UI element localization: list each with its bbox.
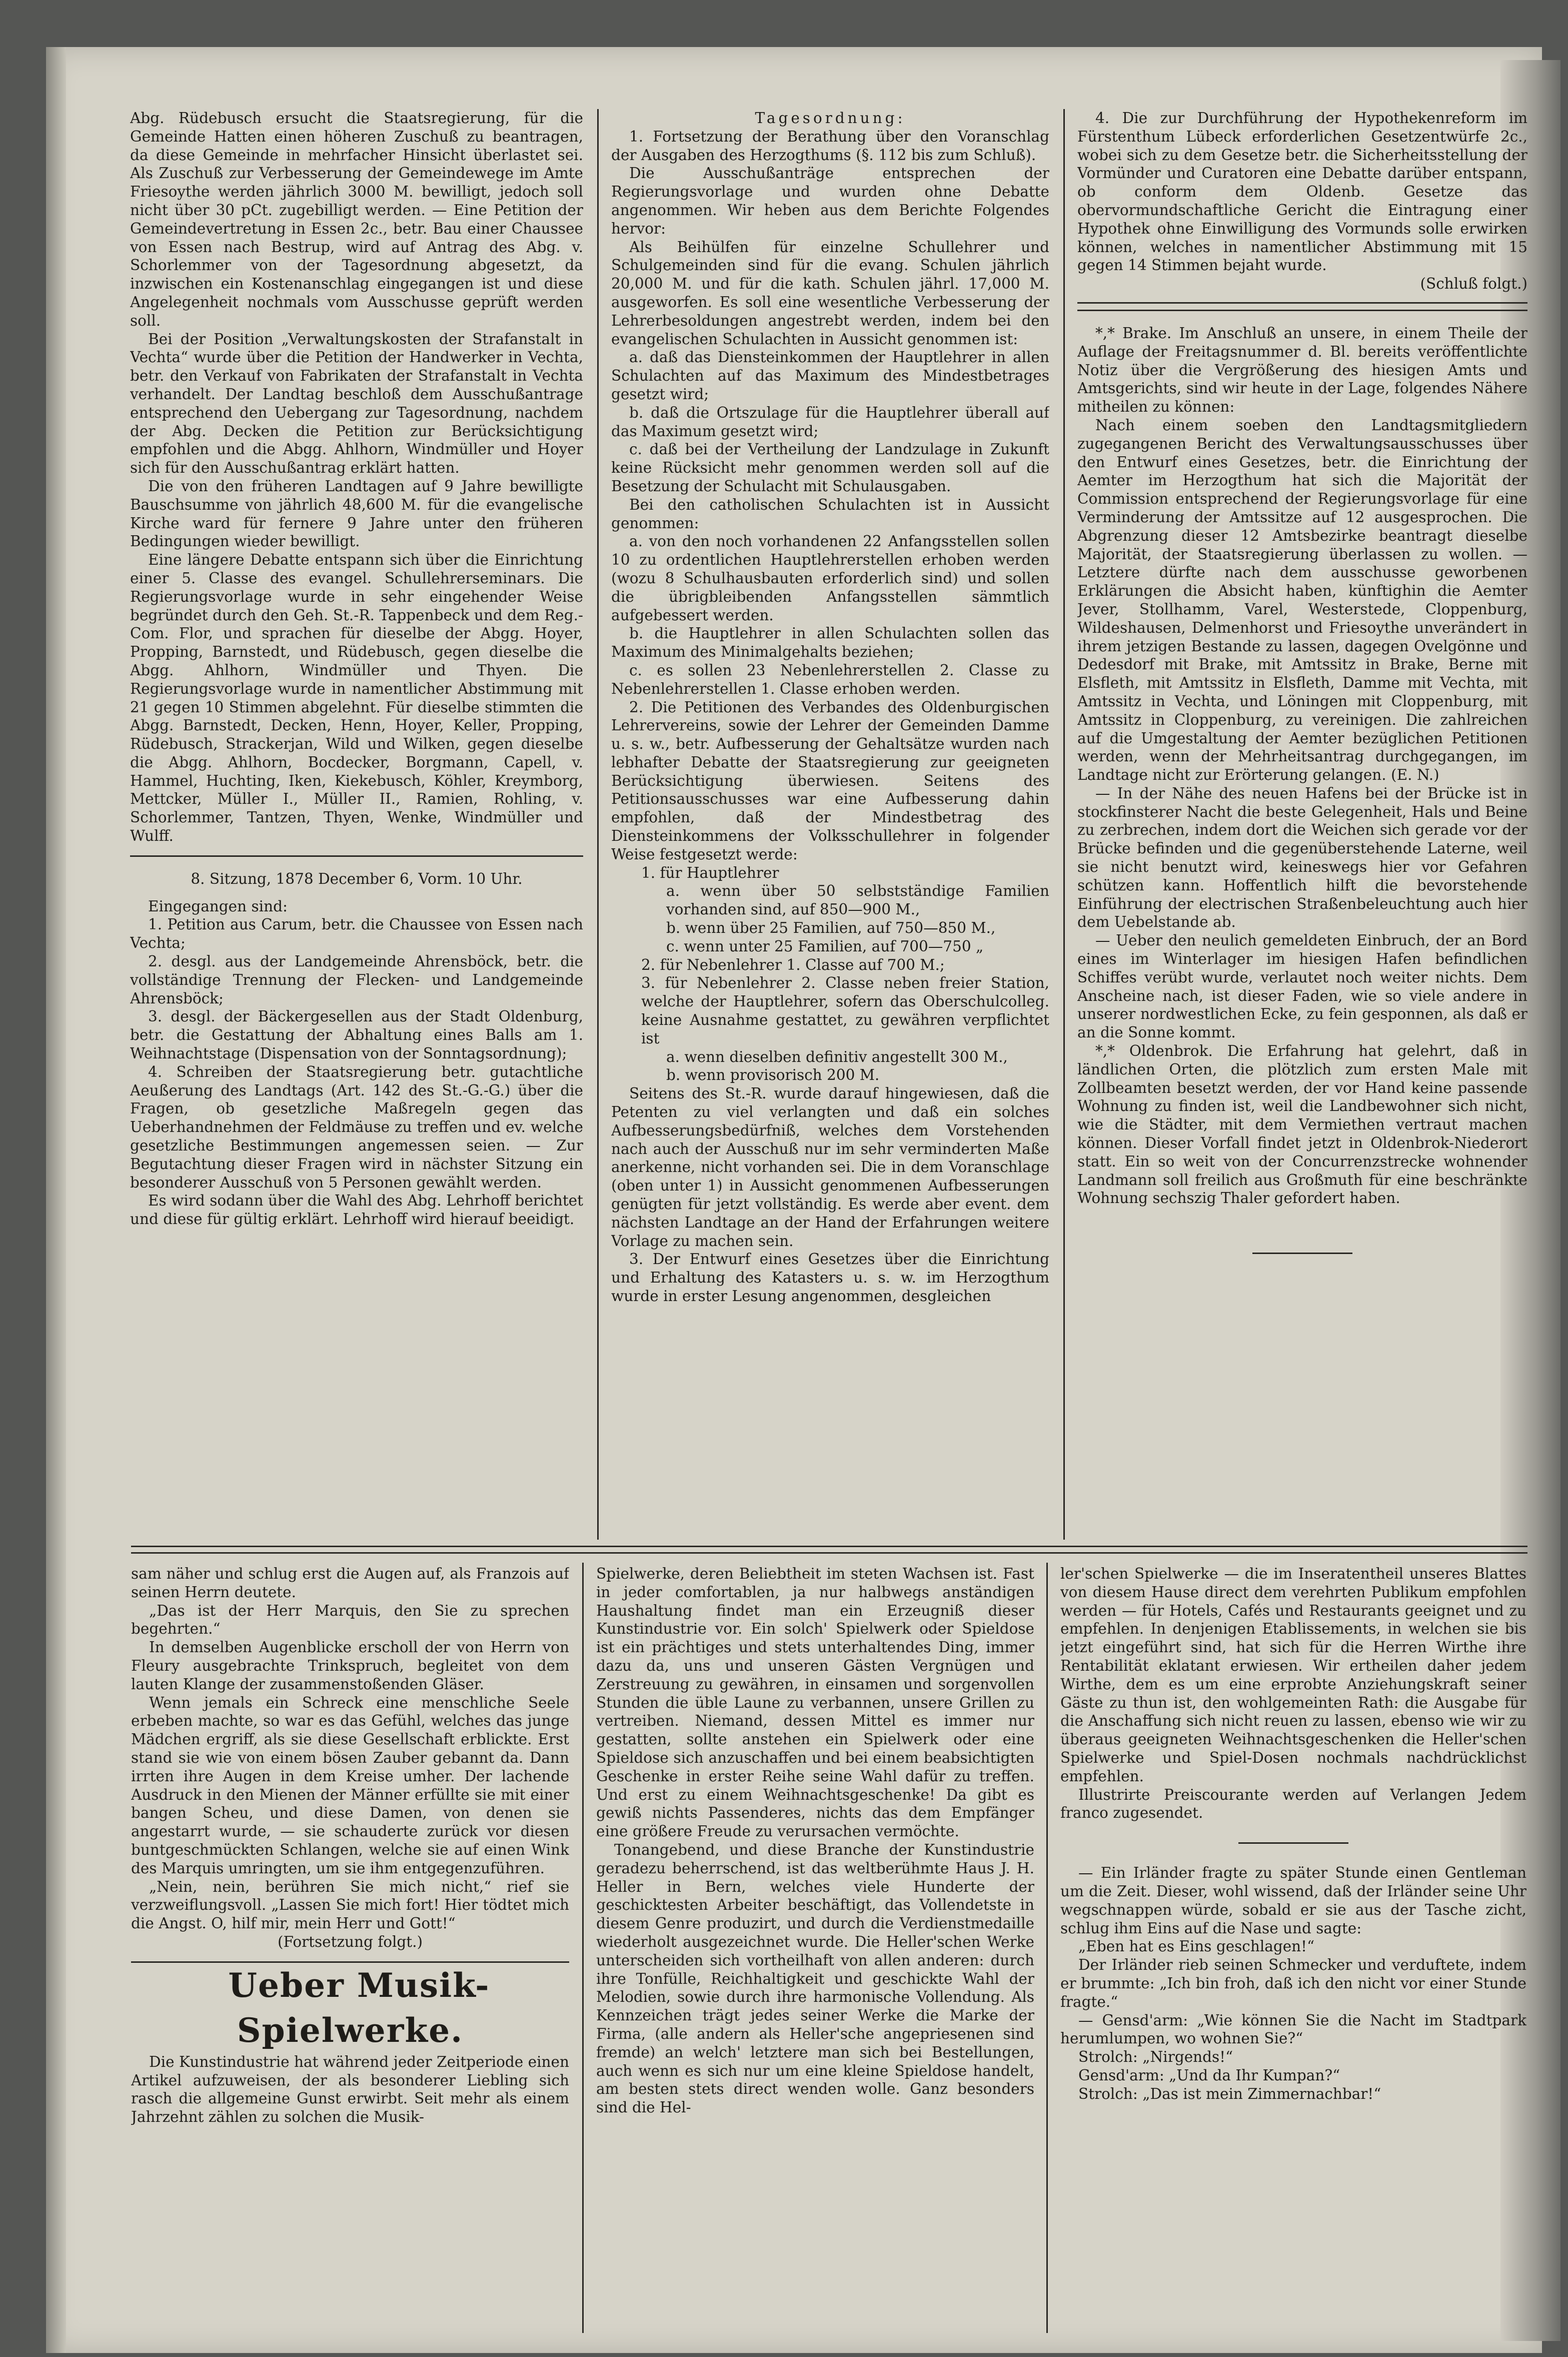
c3-harbour-paragraph: — In der Nähe des neuen Hafens bei der Brücke ist in stockfinsterer Nacht die beste Gelegenheit, Hals und Beine zu zerbrechen, indem dort die Weichen sich gerade vor der Brücke befinden und die gegenüberstehende Laterne, weil sie nicht benutzt wird, keineswegs hier vor Gefahren schützen kann. Hoffentlich hilft die bevorstehende Einführung der electrischen Straßenbeleuchtung auch hier dem Uebelstande ab. <box>1077 784 1527 931</box>
column-rule-2 <box>1063 109 1065 1540</box>
lower-column-2 <box>596 1565 1034 2345</box>
c1-received-heading: Eingegangen sind: <box>148 897 288 915</box>
column-rule-3 <box>582 1563 584 2333</box>
c2-paragraph-1: 1. Fortsetzung der Berathung über den Voranschlag der Ausgaben des Herzogthums (§. 112 bis zum Schluß). <box>611 128 1049 164</box>
c2-list-1: 1. für Hauptlehrer <box>641 864 779 881</box>
c2-cat-item-c: c. es sollen 23 Nebenlehrerstellen 2. Classe zu Nebenlehrerstellen 1. Classe erhoben werden. <box>611 661 1049 697</box>
c2-item-c: c. daß bei der Vertheilung der Landzulage in Zukunft keine Rücksicht mehr genommen werden soll auf die Besetzung der Schulacht mit Schulausgaben. <box>611 441 1049 495</box>
c2-list-2: 2. für Nebenlehrer 1. Classe auf 700 M.; <box>641 956 945 973</box>
column-rule-1 <box>597 109 599 1540</box>
c2-list-1c: c. wenn unter 25 Familien, auf 700—750 „ <box>666 937 984 955</box>
column-rule-4 <box>1046 1563 1048 2333</box>
b1-paragraph-3: Wenn jemals ein Schreck eine menschliche Seele erbeben machte, so war es das Gefühl, welches das junge Mädchen ergriff, als sie diese Gesellschaft erblickte. Erst stand sie wie von einem bösen Zauber gebannt da. Dann irrten ihre Augen in dem Kreise umher. Der lachende Ausdruck in den Mienen der Männer erfüllte sie mit einer bangen Scheu, und diese Damen, von denen sie angestarrt wurde, — sie schauderte zurück vor diesen buntgeschmückten Schlangen, welche sie auf einen Wink des Marquis umringten, um sie ihm entgegenzuführen. <box>131 1694 569 1877</box>
c1-paragraph-1: Bei der Position „Verwaltungskosten der Strafanstalt in Vechta“ wurde über die Petition der Handwerker in Vechta, betr. den Verkauf von Fabrikaten der Strafanstalt in Vechta verhandelt. Der Landtag beschloß dem Ausschußantrage entsprechend den Uebergang zur Tagesordnung, nachdem der Abg. Decken die Petition zur Berücksichtigung empfohlen und die Abgg. Ahlhorn, Windmüller und Hoyer sich für den Ausschußantrag erklärt hatten. <box>130 330 583 477</box>
column-1 <box>130 109 583 1510</box>
c1-separator <box>130 845 583 857</box>
c2-list-1b: b. wenn über 25 Familien, auf 750—850 M., <box>666 919 996 937</box>
c1-paragraph-2: Die von den früheren Landtagen auf 9 Jahre bewilligte Bauschsumme von jährlich 48,600 M. für die evangelische Kirche ward für fernere 9 Jahre unter den früheren Bedingungen wieder bewilligt. <box>130 477 583 550</box>
b2-paragraph-0: Spielwerke, deren Beliebtheit im steten Wachsen ist. Fast in jeder comfortablen, ja nur halbwegs anständigen Haushaltung findet man ein Erzeugniß dieser Kunstindustrie vor. Ein solch' Spielwerk oder Spieldose ist ein prächtiges und stets unterhaltendes Ding, immer dazu da, uns und unseren Gästen Vergnügen und Zerstreuung zu gewähren, in einsamen und sorgenvollen Stunden die üble Laune zu verbannen, unsere Grillen zu vertreiben. Niemand, dessen Mittel es immer nur gestatten, sollte anstehen ein Spielwerk oder eine Spieldose sich anzuschaffen und bei einem beabsichtigten Geschenke in erster Reihe seine Wahl dafür zu treffen. Und erst zu einem Weihnachtsgeschenke! Da gibt es gewiß nichts Passenderes, nichts das dem Empfänger eine größere Freude zu verursachen vermöchte. <box>596 1565 1034 1840</box>
article-title: Ueber Musik-Spielwerke. <box>228 1965 490 2050</box>
c2-cat-item-b: b. die Hauptlehrer in allen Schulachten sollen das Maximum des Minimalgehalts beziehen; <box>611 625 1049 661</box>
c2-list-3a: a. wenn dieselben definitiv angestellt 300 M., <box>666 1048 1008 1065</box>
c3-double-rule <box>1077 302 1527 311</box>
b1-article-paragraph: Die Kunstindustrie hat während jeder Zeitperiode einen Artikel aufzuweisen, der als besonderer Liebling sich rasch die allgemeine Gunst erwirbt. Seit mehr als einem Jahrzehnt zählen zu solchen die Musik- <box>131 2053 569 2126</box>
c1-received-item-2: 2. desgl. aus der Landgemeinde Ahrensböck, betr. die vollständige Trennung der Flecken- und Landgemeinde Ahrensböck; <box>130 953 583 1007</box>
c3-brake-article: *,* Brake. Im Anschluß an unsere, in einem Theile der Auflage der Freitagsnummer d. Bl. bereits veröffentlichte Notiz über die Vergrößerung des hiesigen Amts und Amtsgerichts, sind wir heute in der Lage, folgendes Nähere mitheilen zu können: <box>1077 324 1527 416</box>
c2-paragraph-staatsrat: Seitens des St.-R. wurde darauf hingewiesen, daß die Petenten zu viel verlangten und daß ein solches Aufbesserungsbedürfniß, welches dem Vorstehenden nach auch der Ausschuß nur im sehr verminderten Maße anerkenne, nicht vorhanden sei. Die in dem Voranschlage (oben unter 1) in Aussicht genommenen Aufbesserungen genügten für jetzt vollständig. Es werde aber event. dem nächsten Landtage an der Hand der Erfahrungen weitere Vorlage zu machen sein. <box>611 1085 1049 1250</box>
b3-joke-1-end: Der Irländer rieb seinen Schmecker und verduftete, indem er brummte: „Ich bin froh, daß ich den nicht vor einer Stunde fragte.“ <box>1060 1956 1526 2010</box>
binding-spine <box>46 47 66 2353</box>
c3-brake-paragraph-2: Nach einem soeben den Landtagsmitgliedern zugegangenen Bericht des Verwaltungsausschusses über den Entwurf eines Gesetzes, betr. die Einrichtung der Aemter im Herzogthum hat sich die Majorität der Commission entsprechend der Regierungsvorlage für eine Verminderung der Amtssitze auf 12 ausgesprochen. Die Abgrenzung dieser 12 Amtsbezirke beantragt dieselbe Majorität, der Staatsregierung überlassen zu wollen. — Letztere dürfte nach dem ausschusse geworbenen Erklärungen die Absicht haben, künftighin die Aemter Jever, Stollhamm, Varel, Westerstede, Cloppenburg, Wildeshausen, Delmenhorst und Friesoythe unverändert in ihrem jetzigen Bestande zu lassen, dagegen Ovelgönne und Dedesdorf mit Brake, mit Amtssitz in Brake, Berne mit Elsfleth, mit Amtssitz in Elsfleth, Damme mit Vechta, mit Amtssitz in Vechta, und Löningen mit Cloppenburg, mit Amtssitz in Cloppenburg, zu vereinigen. Die zahlreichen auf die Umgestaltung der Aemter bezüglichen Petitionen werden, wenn der Mehrheitsantrag durchgegangen, im Landtage nicht zur Erörterung gelangen. (E. N.) <box>1077 416 1527 784</box>
c3-paragraph-0: 4. Die zur Durchführung der Hypothekenreform im Fürstenthum Lübeck erforderlichen Gesetzentwürfe 2c., wobei sich zu dem Gesetze betr. die Sicherheitsstellung der Vormünder und Curatoren eine Debatte darüber entspann, ob conform dem Oldenb. Gesetze das obervormundschaftliche Gericht die Eintragung einer Hypothek ohne Einwilligung des Vormunds solle erwirken können, welches in namentlicher Abstimmung mit 15 gegen 14 Stimmen bejaht wurde. <box>1077 110 1527 274</box>
b3-joke-2: — Gensd'arm: „Wie können Sie die Nacht im Stadtpark herumlumpen, wo wohnen Sie?“ <box>1060 2011 1526 2047</box>
column-2 <box>611 109 1049 1520</box>
b1-rule <box>131 1958 569 1963</box>
c1-paragraph-3: Eine längere Debatte entspann sich über die Einrichtung einer 5. Classe des evangel. Schullehrerseminars. Die Regierungsvorlage wurde in sehr eingehender Weise begründet durch den Geh. St.-R. Tappenbeck und dem Reg.-Com. Flor, und sprachen für dieselbe der Abgg. Hoyer, Propping, Barnstedt, und Rüdebusch, gegen dieselbe die Abgg. Ahlhorn, Windmüller und Thyen. Die Regierungsvorlage wurde in namentlicher Abstimmung mit 21 gegen 10 Stimmen abgelehnt. Für dieselbe stimmten die Abgg. Barnstedt, Decken, Henn, Hoyer, Keller, Propping, Rüdebusch, Strackerjan, Wild und Wilken, gegen dieselbe die Abgg. Ahlhorn, Bocdecker, Borgmann, Capell, v. Hammel, Huchting, Iken, Kiekebusch, Köhler, Kreymborg, Mettcker, Müller I., Müller II., Ramien, Rohling, v. Schorlemmer, Tantzen, Thyen, Wenke, Windmüller und Wulff. <box>130 551 583 845</box>
b3-joke-2-line-1: Strolch: „Nirgends!“ <box>1078 2048 1233 2066</box>
c2-paragraph-petitions: 2. Die Petitionen des Verbandes des Oldenburgischen Lehrervereins, sowie der Lehrer der Gemeinden Damme u. s. w., betr. Aufbesserung der Gehaltsätze wurden nach lebhafter Debatte der Staatsregierung zur geeigneten Berücksichtigung überwiesen. Seitens des Petitionsausschusses war eine Aufbesserung dahin empfohlen, daß der Mindestbetrag des Diensteinkommens der Volksschullehrer in folgender Weise festgesetzt werde: <box>611 698 1049 863</box>
b1-paragraph-1: „Das ist der Herr Marquis, den Sie zu sprechen begehrten.“ <box>131 1602 569 1638</box>
b3-paragraph-1: Illustrirte Preiscourante werden auf Verlangen Jedem franco zugesendet. <box>1060 1786 1526 1822</box>
c2-item-b: b. daß die Ortszulage für die Hauptlehrer überall auf das Maximum gesetzt wird; <box>611 404 1049 440</box>
c2-paragraph-catholic: Bei den catholischen Schulachten ist in Aussicht genommen: <box>611 496 1049 532</box>
b3-rule <box>1238 1842 1348 1844</box>
b1-to-be-continued: (Fortsetzung folgt.) <box>277 1933 423 1950</box>
c2-paragraph-2: Die Ausschußanträge entsprechen der Regierungsvorlage und wurden ohne Debatte angenommen. Wir heben aus dem Berichte Folgendes hervor: <box>611 165 1049 237</box>
b3-joke-2-line-2: Gensd'arm: „Und da Ihr Kumpan?“ <box>1078 2066 1340 2084</box>
c2-list-1a: a. wenn über 50 selbstständige Familien vorhanden sind, auf 850—900 M., <box>666 882 1049 918</box>
c2-list-3b: b. wenn provisorisch 200 M. <box>666 1066 880 1084</box>
b1-paragraph-4: „Nein, nein, berühren Sie mich nicht,“ rief sie verzweiflungsvoll. „Lassen Sie mich fort! Hier tödtet mich die Angst. O, hilf mir, mein Herr und Gott!“ <box>131 1878 569 1932</box>
c2-paragraph-kataster: 3. Der Entwurf eines Gesetzes über die Einrichtung und Erhaltung des Katasters u. s. w. im Herzogthum wurde in erster Lesung angenommen, desgleichen <box>611 1251 1049 1305</box>
b3-joke-2-line-3: Strolch: „Das ist mein Zimmernachbar!“ <box>1078 2085 1381 2102</box>
c2-paragraph-3: Als Beihülfen für einzelne Schullehrer und Schulgemeinden sind für die evang. Schulen jährlich 20,000 M. und für die kath. Schulen jährl. 17,000 M. ausgeworfen. Es soll eine wesentliche Verbesserung der Lehrerbesoldungen angestrebt werden, indem bei den evangelischen Schulachten in Aussicht genommen ist: <box>611 238 1049 348</box>
lower-column-3 <box>1060 1565 1526 2345</box>
c1-received-item-1: 1. Petition aus Carum, betr. die Chaussee von Essen nach Vechta; <box>130 916 583 952</box>
agenda-heading: Tagesordnung: <box>755 110 906 127</box>
b2-paragraph-1: Tonangebend, und diese Branche der Kunstindustrie geradezu beherrschend, ist das weltberühmte Haus J. H. Heller in Bern, welches viele Hunderte der geschicktesten Arbeiter beschäftigt, das Vollendetste in diesem Genre produzirt, und durch die Verdienstmedaille wiederholt ausgezeichnet wurde. Die Heller'schen Werke unterscheiden sich vortheilhaft von allen anderen: durch ihre Tonfülle, Reichhaltigkeit und geschickte Wahl der Melodien, sowie durch ihre harmonische Vollendung. Als Kennzeichen trägt jedes seiner Werke die Marke der Firma, (alle andern als Heller'sche angepriesenen sind fremde) an welch' letztere man sich bei Bestellungen, auch wenn es sich nur um eine kleine Spieldose handelt, am besten stets direct wenden wolle. Ganz besonders sind die Hel- <box>596 1841 1034 2116</box>
c3-burglary-paragraph: — Ueber den neulich gemeldeten Einbruch, der an Bord eines im Winterlager im hiesigen Hafen befindlichen Schiffes verübt wurde, verlautet noch weiter nichts. Dem Anscheine nach, ist dieser Faden, wie so viele andere in unserer nordwestlichen Ecke, zu fein gesponnen, als daß er an die Sonne kommt. <box>1077 932 1527 1041</box>
c2-item-a: a. daß das Diensteinkommen der Hauptlehrer in allen Schulachten auf das Maximum des Mindestbetrages gesetzt wird; <box>611 349 1049 403</box>
b1-paragraph-0: sam näher und schlug erst die Augen auf, als Franzois auf seinen Herrn deutete. <box>131 1565 569 1601</box>
b3-joke-1-line: „Eben hat es Eins geschlagen!“ <box>1078 1938 1315 1955</box>
session-heading: 8. Sitzung, 1878 December 6, Vorm. 10 Uhr. <box>191 870 523 887</box>
c2-list-3: 3. für Nebenlehrer 2. Classe neben freier Station, welche der Hauptlehrer, sofern das Oberschulcolleg. keine Ausnahme gestattet, zu gewähren verpflichtet ist <box>641 974 1049 1047</box>
b3-paragraph-0: ler'schen Spielwerke — die im Inseratentheil unseres Blattes von diesem Hause direct dem verehrten Publikum empfohlen werden — für Hotels, Cafés und Restaurants geeignet und zu empfehlen. In denjenigen Etablissements, in welchen sie bis jetzt eingeführt sind, hat sich für die Herren Wirthe ihre Rentabilität eklatant erwiesen. Wir ertheilen daher jedem Wirthe, dem es um eine erprobte Anziehungskraft seiner Gäste zu thun ist, den wohlgemeinten Rath: die Ausgabe für die Anschaffung sich nicht reuen zu lassen, ebenso wie wir zu überaus geeigneten Weihnachtsgeschenken die Heller'schen Spielwerke und Spiel-Dosen nochmals nachdrücklichst empfehlen. <box>1060 1565 1526 1785</box>
c2-cat-item-a: a. von den noch vorhandenen 22 Anfangsstellen sollen 10 zu ordentlichen Hauptlehrerstellen erhoben werden (wozu 8 Schulhausbauten erforderlich sind) und sollen die übrigbleibenden Anfangsstellen sämmtlich aufgebessert werden. <box>611 533 1049 624</box>
c1-received-item-3: 3. desgl. der Bäckergesellen aus der Stadt Oldenburg, betr. die Gestattung der Abhaltung eines Balls am 1. Weihnachtstage (Dispensation von der Sonntagsordnung); <box>130 1008 583 1062</box>
c1-received-item-4: 4. Schreiben der Staatsregierung betr. gutachtliche Aeußerung des Landtags (Art. 142 des St.-G.-G.) über die Fragen, ob gesetzliche Maßregeln gegen das Ueberhandnehmen der Feldmäuse zu treffen und ev. welche gesetzliche Bestimmungen angemessen seien. — Zur Begutachtung dieser Fragen wird in nächster Sitzung ein besonderer Ausschuß von 5 Personen gewählt werden. <box>130 1063 583 1191</box>
c3-end-rule <box>1252 1253 1352 1254</box>
c1-paragraph-0: Abg. Rüdebusch ersucht die Staatsregierung, für die Gemeinde Hatten einen höheren Zuschuß zu beantragen, da diese Gemeinde in mehrfacher Hinsicht überlastet sei. Als Zuschuß zur Verbesserung der Gemeindewege im Amte Friesoythe werden jährlich 3000 M. bewilligt, jedoch soll nicht über 30 pCt. zugebilligt werden. — Eine Petition der Gemeindevertretung in Essen 2c., betr. Bau einer Chaussee von Essen nach Bestrup, wird auf Antrag des Abg. v. Schorlemmer von der Tagesordnung abgesetzt, da inzwischen ein Kostenanschlag eingegangen ist und diese Angelegenheit nochmals vom Ausschusse geprüft werden soll. <box>130 110 583 329</box>
b1-paragraph-2: In demselben Augenblicke erscholl der von Herrn von Fleury ausgebrachte Trinkspruch, begleitet von dem lauten Klange der zusammenstoßenden Gläser. <box>131 1639 569 1693</box>
c3-to-be-continued: (Schluß folgt.) <box>1420 275 1527 293</box>
lower-column-1 <box>131 1565 569 2345</box>
column-3 <box>1077 109 1527 1520</box>
c1-paragraph-final: Es wird sodann über die Wahl des Abg. Lehrhoff berichtet und diese für gültig erklärt. Lehrhoff wird hierauf beeidigt. <box>130 1192 583 1228</box>
section-divider <box>131 1546 1527 1554</box>
b3-joke-1: — Ein Irländer fragte zu später Stunde einen Gentleman um die Zeit. Dieser, wohl wissend, daß der Irländer seine Uhr wegschnappen würde, sobald er sie aus der Tasche zicht, schlug ihm Eins auf die Nase und sagte: <box>1060 1864 1526 1937</box>
c3-oldenbrok-article: *,* Oldenbrok. Die Erfahrung hat gelehrt, daß in ländlichen Orten, die plötzlich zum ersten Male mit Zollbeamten besetzt werden, der vor Hand keine passende Wohnung zu finden ist, weil die Landbewohner sich nicht, wie die Städter, mit dem Vermiethen vertraut machen können. Dieser Vorfall findet jetzt in Oldenbrok-Niederort statt. Ein so weit von der Concurrenzstrecke wohnender Landmann soll freilich aus Großmuth für eine beschränkte Wohnung sechszig Thaler gefordert haben. <box>1077 1042 1527 1207</box>
